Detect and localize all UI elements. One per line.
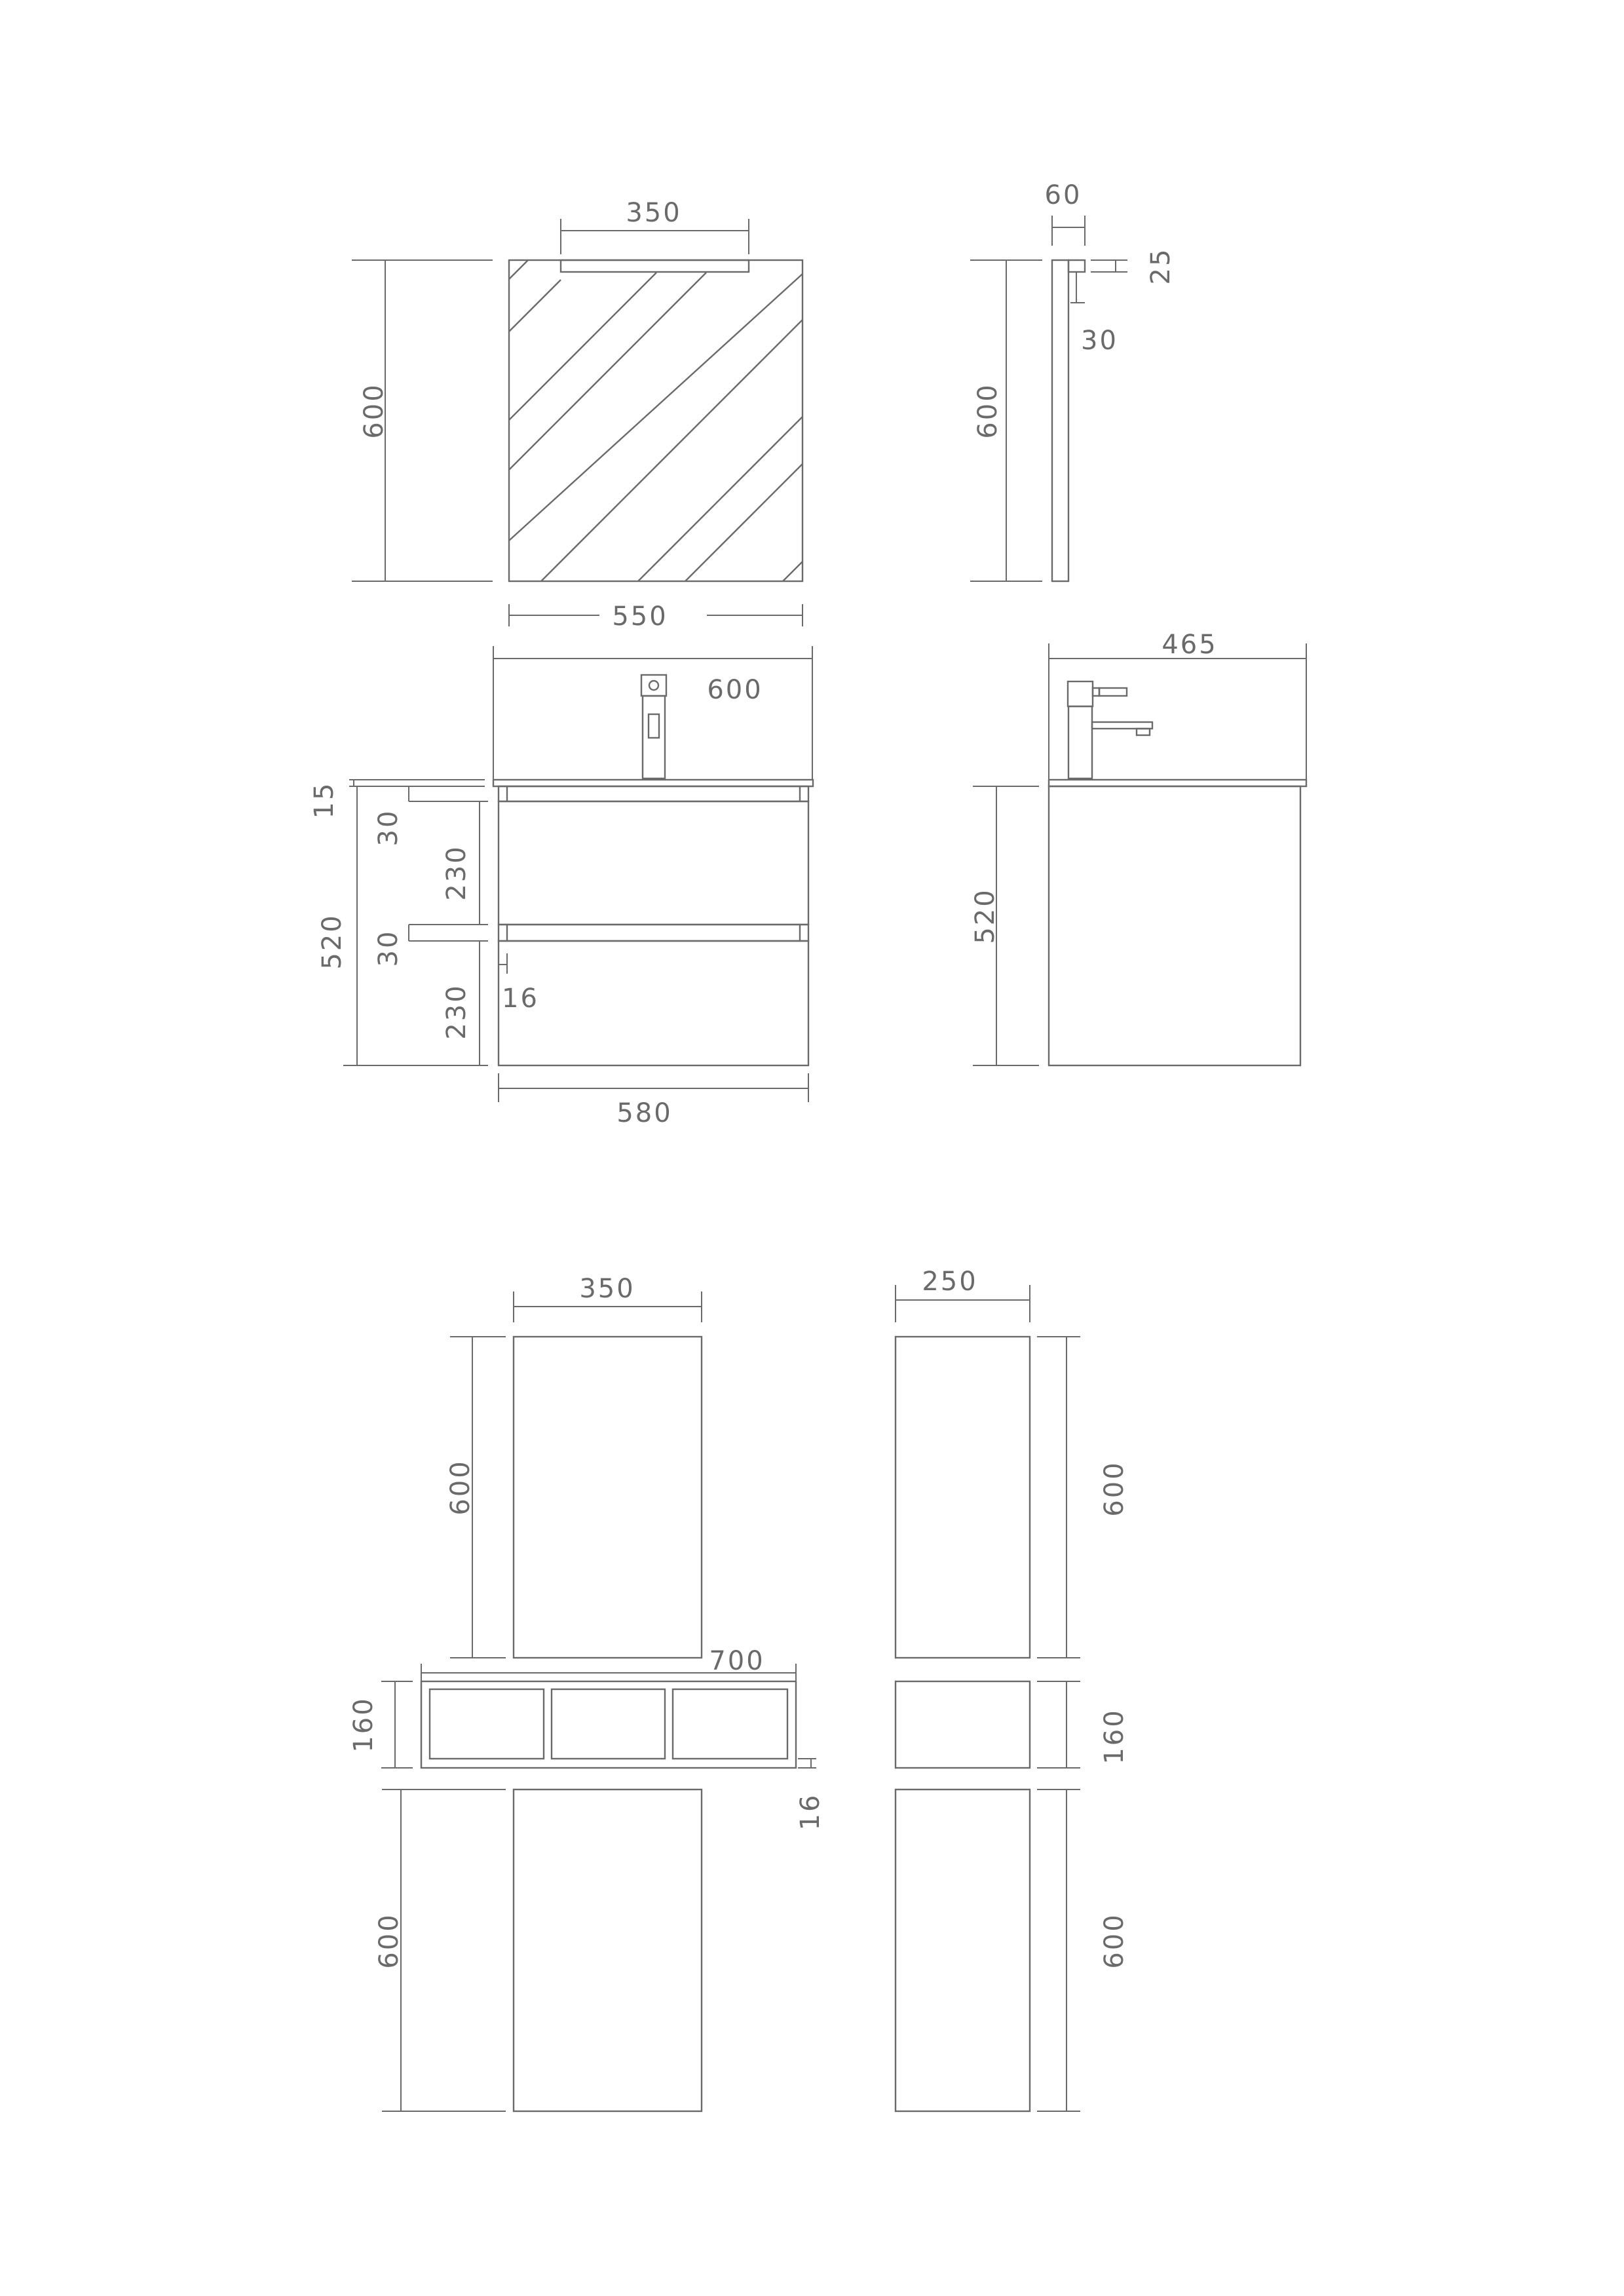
cabinet-side-view [970, 630, 1306, 1065]
dim-upper-drawer: 230 [442, 845, 472, 901]
dim-basin-width: 600 [707, 675, 763, 705]
dim-cabinet-width: 580 [616, 1098, 673, 1128]
mid-handle-strip [499, 925, 808, 941]
open-shelf [421, 1681, 796, 1768]
dim-lower-side-height: 600 [1099, 1913, 1129, 1969]
mirror-side-view [970, 180, 1176, 581]
mirror-side-lamp [1068, 260, 1085, 272]
lower-cabinet-side [896, 1789, 1030, 2111]
dim-lower-drawer: 230 [442, 984, 472, 1040]
dim-mirror-height: 600 [359, 383, 389, 439]
dim-mid-handle-gap: 30 [373, 929, 404, 967]
lower-drawer [499, 941, 808, 1065]
dim-column-width: 350 [579, 1274, 635, 1304]
dim-lower-cabinet-height: 600 [374, 1913, 404, 1969]
cabinet-side-body [1049, 786, 1300, 1065]
column-side-view [896, 1267, 1129, 2111]
lower-wall-cabinet [514, 1789, 702, 2111]
upper-drawer [499, 801, 808, 925]
dim-shelf-side-height: 160 [1099, 1708, 1129, 1765]
dim-top-thickness: 15 [309, 781, 339, 819]
dim-column-depth: 250 [922, 1267, 978, 1297]
dim-mirror-width: 550 [612, 602, 668, 632]
mirror-front-view [352, 198, 803, 632]
mirror-side-panel [1052, 260, 1068, 581]
dim-mirror-side-height: 600 [973, 383, 1003, 439]
shelf-compartment-middle [552, 1689, 665, 1759]
dim-mirror-lamp-width: 350 [626, 198, 682, 228]
dim-cabinet-height: 520 [317, 913, 347, 970]
dim-cabinet-depth: 465 [1161, 630, 1218, 660]
shelf-compartment-left [430, 1689, 544, 1759]
dim-mirror-lamp-offset: 30 [1081, 326, 1118, 356]
dim-upper-cabinet-height: 600 [445, 1459, 476, 1516]
dim-shelf-thickness: 16 [795, 1793, 825, 1831]
cabinet-front-view [309, 646, 813, 1128]
countertop-side [1049, 780, 1306, 786]
faucet-side [1068, 681, 1152, 778]
dim-mirror-lamp-height: 25 [1146, 247, 1176, 285]
dim-front-thickness: 16 [502, 984, 539, 1014]
dim-cabinet-side-height: 520 [970, 888, 1000, 944]
dim-shelf-width: 700 [709, 1646, 765, 1676]
upper-cabinet-side [896, 1337, 1030, 1658]
mirror-lamp [561, 260, 749, 272]
countertop [493, 780, 813, 786]
shelf-side [896, 1681, 1030, 1768]
mirror-outline [509, 260, 803, 581]
dim-mirror-depth: 60 [1044, 180, 1082, 210]
upper-wall-cabinet [514, 1337, 702, 1658]
dim-top-handle-gap: 30 [373, 809, 404, 847]
mirror-hatching [509, 260, 803, 581]
faucet [641, 675, 666, 778]
dim-shelf-height: 160 [349, 1696, 379, 1753]
column-front-view [349, 1274, 825, 2111]
top-handle-strip [499, 786, 808, 801]
dim-upper-side-height: 600 [1099, 1461, 1129, 1517]
shelf-compartment-right [673, 1689, 787, 1759]
